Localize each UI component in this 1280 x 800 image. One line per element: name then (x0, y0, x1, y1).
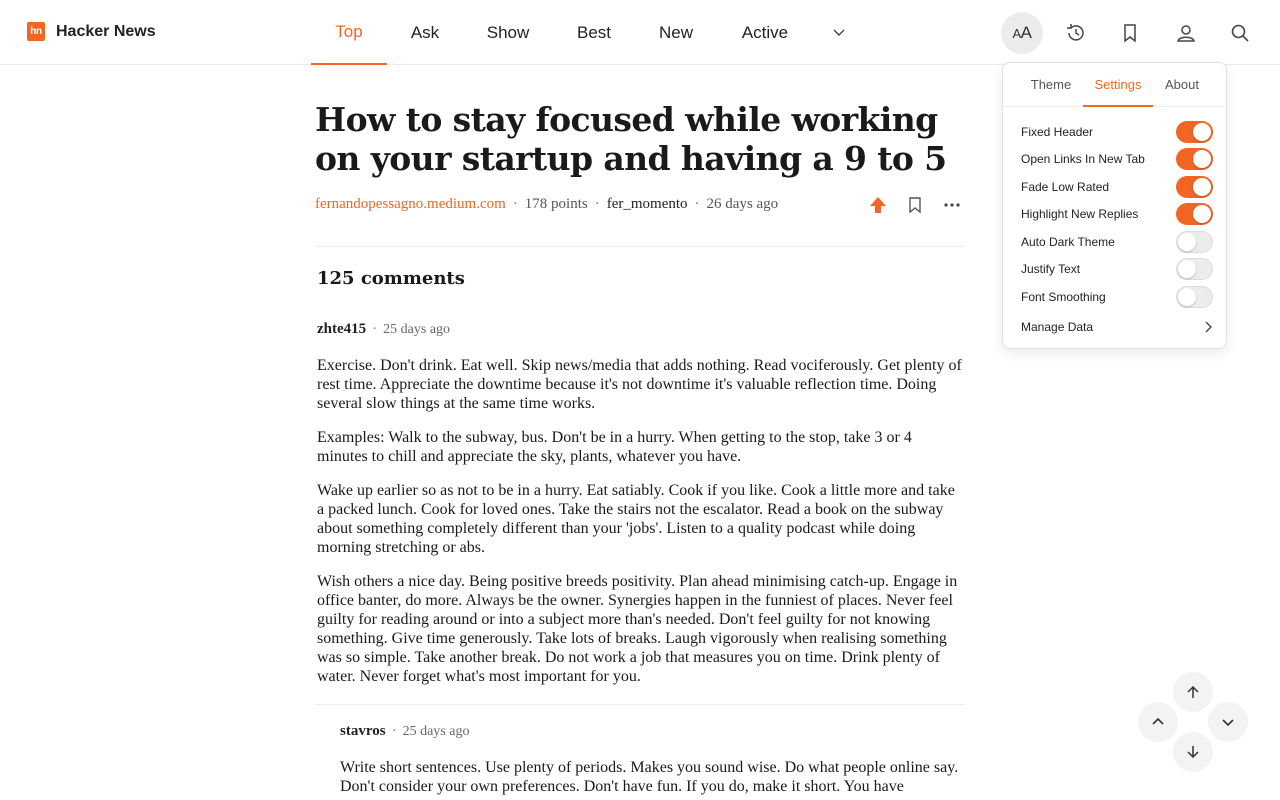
auto-dark-theme-toggle[interactable] (1176, 231, 1213, 253)
previous-comment-button[interactable] (1138, 702, 1178, 742)
setting-justify-text (1021, 257, 1213, 281)
bookmarks-button[interactable] (1109, 12, 1151, 54)
setting-auto-dark-theme (1021, 230, 1213, 254)
separator-dot: · (694, 196, 700, 212)
toggle-knob (1193, 123, 1211, 141)
tab-about[interactable]: About (1165, 77, 1199, 92)
story-meta (315, 196, 967, 213)
story-title[interactable]: How to stay focused while working on your startup and having a 9 to 5 (315, 100, 947, 178)
justify-text-toggle[interactable] (1176, 258, 1213, 280)
comment-paragraph: Exercise. Don't drink. Eat well. Skip news/media that adds nothing. Read vociferously. Get plenty of rest time. Appreciate the downtime because it's not downtime it's valuable reflection time. Doing several slow things at the same time works. (317, 357, 962, 412)
setting-label: Font Smoothing (1021, 290, 1106, 304)
scroll-to-top-button[interactable] (1173, 672, 1213, 712)
highlight-new-replies-toggle[interactable] (1176, 203, 1213, 225)
hn-logo-icon: hn (27, 22, 45, 41)
toggle-knob (1193, 150, 1211, 168)
next-comment-button[interactable] (1208, 702, 1248, 742)
upvote-arrow-icon (869, 196, 887, 214)
comment-age[interactable]: 25 days ago (402, 723, 470, 739)
comment-author-link[interactable]: stavros (340, 723, 386, 739)
story-domain-link[interactable]: fernandopessagno.medium.com (315, 196, 506, 212)
fixed-header-toggle[interactable] (1176, 121, 1213, 143)
setting-open-links-new-tab (1021, 147, 1213, 171)
bookmark-icon (1119, 22, 1141, 44)
comment-age[interactable]: 25 days ago (383, 321, 451, 337)
font-settings-button[interactable] (1001, 12, 1043, 54)
story-points: 178 points (524, 196, 588, 212)
toggle-knob (1178, 233, 1196, 251)
toggle-knob (1178, 260, 1196, 278)
story-actions (867, 194, 962, 215)
comment-header (340, 723, 469, 740)
story-author-link[interactable]: fer_momento (606, 196, 688, 212)
popover-tabs (1003, 63, 1226, 107)
setting-label: Highlight New Replies (1021, 207, 1139, 221)
bookmark-icon (907, 196, 923, 214)
chevron-down-icon (1221, 715, 1235, 729)
scroll-to-bottom-button[interactable] (1173, 732, 1213, 772)
tab-settings[interactable]: Settings (1083, 63, 1153, 107)
bookmark-story-button[interactable] (904, 194, 925, 215)
tab-top[interactable]: Top (311, 0, 387, 65)
setting-fixed-header (1021, 120, 1213, 144)
arrow-down-icon (1186, 745, 1200, 759)
comment-paragraph: Wish others a nice day. Being positive breeds positivity. Plan ahead minimising catch-up. Engage in office banter, do more. Always be the owner. Synergies happen in the funniest of places. Never feel guilty for reading around or into a subject more than's needed. Don't feel guilty for not knowing something. Give time generously. Take lots of breaks. Laugh vigorously when realising something was so simple. Take another break. Do not work a job that measures you on time. Drink plenty of water. Never forget what's most important for you. (317, 573, 958, 685)
main-nav (311, 0, 813, 65)
search-button[interactable] (1219, 12, 1261, 54)
tab-active[interactable]: Active (741, 22, 789, 42)
search-icon (1229, 22, 1251, 44)
top-header (0, 0, 1280, 65)
more-options-button[interactable] (941, 194, 962, 215)
comment-body (340, 758, 965, 800)
divider (315, 704, 965, 705)
setting-label: Justify Text (1021, 262, 1081, 276)
comments-count-heading: 125 comments (317, 268, 465, 289)
story-age: 26 days ago (706, 196, 779, 212)
setting-label: Fixed Header (1021, 125, 1094, 139)
setting-font-smoothing (1021, 285, 1213, 309)
setting-label: Manage Data (1021, 320, 1094, 334)
separator-dot: · (512, 196, 518, 212)
comment-paragraph: Wake up earlier so as not to be in a hurry. Eat satiably. Cook if you like. Cook a little more and take a packed lunch. Cook for loved ones. Take the stairs not the escalator. Read a book on the subway about something completely different than your 'jobs'. Listen to a quality podcast while doing morning stretching or abs. (317, 482, 955, 556)
chevron-right-icon (1203, 321, 1213, 333)
toggle-knob (1193, 205, 1211, 223)
fade-low-rated-toggle[interactable] (1176, 176, 1213, 198)
tab-best[interactable]: Best (576, 22, 612, 42)
comment-paragraph: Write short sentences. Use plenty of periods. Makes you sound wise. Do what people online say. Don't consider your own preferences. Don't have fun. If you do, make it short. You have (340, 759, 959, 795)
setting-label: Fade Low Rated (1021, 180, 1110, 194)
font-smoothing-toggle[interactable] (1176, 286, 1213, 308)
tab-new[interactable]: New (658, 22, 693, 42)
divider (315, 246, 965, 247)
brand-name: Hacker News (56, 22, 156, 40)
history-button[interactable] (1055, 12, 1097, 54)
open-links-new-tab-toggle[interactable] (1176, 148, 1213, 170)
tab-show[interactable]: Show (486, 22, 530, 42)
manage-data-row[interactable] (1021, 315, 1213, 339)
setting-label: Auto Dark Theme (1021, 235, 1115, 249)
tab-theme[interactable]: Theme (1030, 77, 1072, 92)
font-size-icon: AA (1012, 23, 1032, 42)
more-horizontal-icon (943, 202, 961, 208)
more-tabs-chevron-down-icon[interactable] (831, 24, 847, 40)
comment-header (317, 321, 450, 338)
separator-dot: · (594, 196, 600, 212)
chevron-up-icon (1151, 715, 1165, 729)
story (315, 100, 967, 212)
setting-fade-low-rated (1021, 175, 1213, 199)
account-button[interactable] (1165, 12, 1207, 54)
toggle-knob (1178, 288, 1196, 306)
toggle-knob (1193, 178, 1211, 196)
user-icon (1175, 22, 1197, 44)
comment-author-link[interactable]: zhte415 (317, 321, 367, 337)
arrow-up-icon (1186, 685, 1200, 699)
brand[interactable] (27, 22, 156, 41)
separator-dot: · (372, 321, 378, 337)
setting-label: Open Links In New Tab (1021, 152, 1145, 166)
separator-dot: · (391, 723, 397, 739)
settings-popover (1002, 62, 1227, 349)
comment-body (317, 356, 965, 701)
setting-highlight-new-replies (1021, 202, 1213, 226)
history-icon (1065, 22, 1087, 44)
tab-ask[interactable]: Ask (410, 22, 440, 42)
comment-paragraph: Examples: Walk to the subway, bus. Don't be in a hurry. When getting to the stop, take 3 or 4 minutes to chill and appreciate the sky, plants, whatever you have. (317, 429, 912, 465)
upvote-button[interactable] (867, 194, 888, 215)
